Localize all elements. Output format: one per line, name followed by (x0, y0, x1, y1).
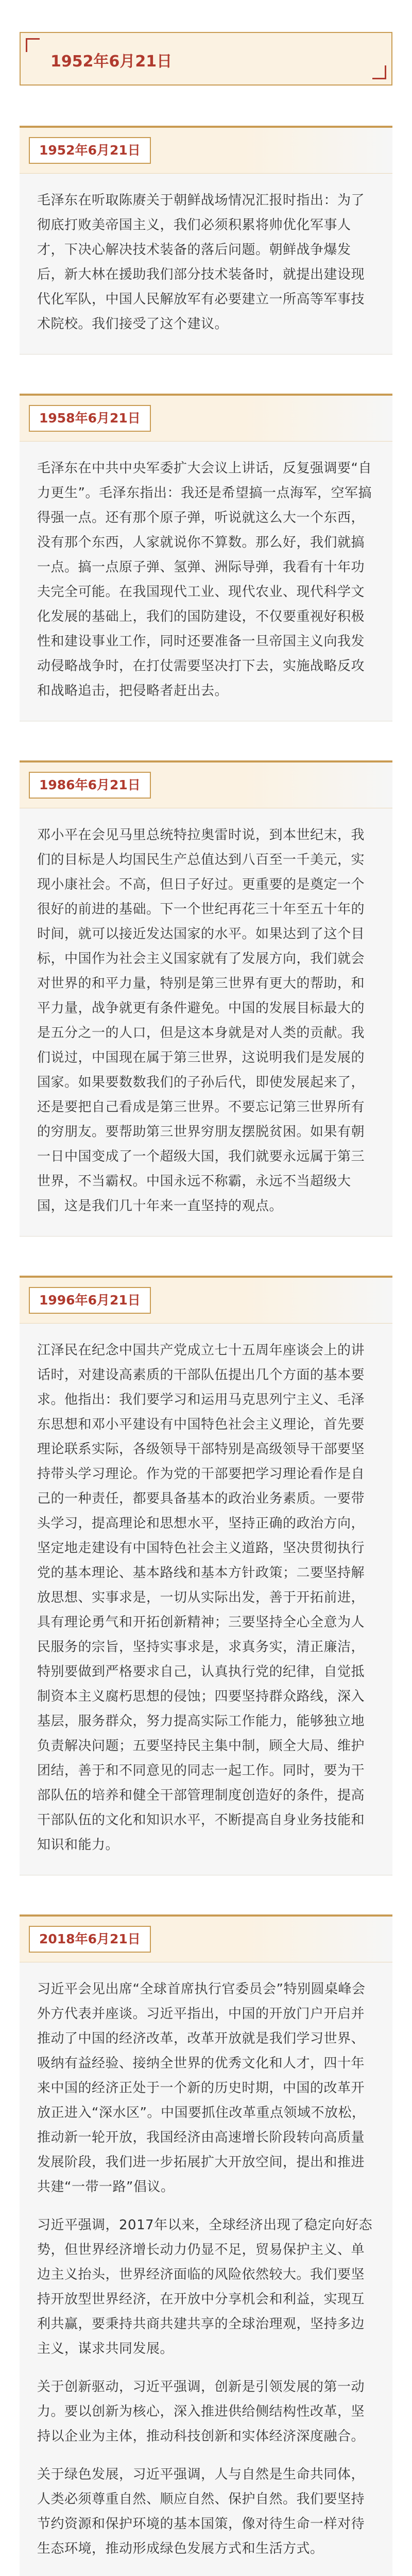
section-header (20, 396, 392, 442)
section-1958 (20, 394, 392, 721)
paragraph: 毛泽东在听取陈赓关于朝鲜战场情况汇报时指出：为了彻底打败美帝国主义，我们必须积累将帅优化军事人才，下决心解决技术装备的落后问题。朝鲜战争爆发后，新大林在援助我们部分技术装备时，就提出建设现代化军队，中国人民解放军有必要建立一所高等军事技术院校。我们接受了这个建议。 (37, 193, 365, 332)
paragraph: 关于创新驱动，习近平强调，创新是引领发展的第一动力。要以创新为核心，深入推进供给侧结构性改革，坚持以企业为主体，推动科技创新和实体经济深度融合。 (37, 2379, 365, 2444)
page-title: 1952年6月21日 (50, 53, 173, 71)
section-1952 (20, 126, 392, 354)
section-body (20, 1324, 392, 1875)
section-body (20, 442, 392, 721)
section-body (20, 1962, 392, 2576)
paragraph: 江泽民在纪念中国共产党成立七十五周年座谈会上的讲话时，对建设高素质的干部队伍提出几个方面的基本要求。他指出：我们要学习和运用马克思列宁主义、毛泽东思想和邓小平建设有中国特色社会主义理论，首先要理论联系实际，各级领导干部特别是高级领导干部要坚持带头学习理论。作为党的干部要把学习理论看作是自己的一种责任，都要具备基本的政治业务素质。一要带头学习，提高理论和思想水平，坚持正确的政治方向，坚定地走建设有中国特色社会主义道路，坚决贯彻执行党的基本理论、基本路线和基本方针政策；二要坚持解放思想、实事求是，一切从实际出发，善于开拓前进，具有理论勇气和开拓创新精神；三要坚持全心全意为人民服务的宗旨，坚持实事求是，求真务实，清正廉洁，特别要做到严格要求自己，认真执行党的纪律，自觉抵制资本主义腐朽思想的侵蚀；四要坚持群众路线，深入基层，服务群众，努力提高实际工作能力，能够独立地负责解决问题；五要坚持民主集中制，顾全大局、维护团结，善于和不同意见的同志一起工作。同时，要为干部队伍的培养和健全干部管理制度创造好的条件，提高干部队伍的文化和知识水平，不断提高自身业务技能和知识和能力。 (37, 1343, 365, 1853)
section-1986 (20, 760, 392, 1236)
date-badge: 1986年6月21日 (29, 772, 151, 799)
section-body (20, 174, 392, 354)
paragraph: 毛泽东在中共中央军委扩大会议上讲话，反复强调要“自力更生”。毛泽东指出：我还是希望搞一点海军，空军搞得强一点。还有那个原子弹，听说就这么大一个东西，没有那个东西，人家就说你不算数。那么好，我们就搞一点。搞一点原子弹、氢弹、洲际导弹，我看有十年功夫完全可能。在我国现代工业、现代农业、现代科学文化发展的基础上，我们的国防建设，不仅要重视好积极性和建设事业工作，同时还要准备一旦帝国主义向我发动侵略战争时，在打仗需要坚决打下去，实施战略反攻和战略追击，把侵略者赶出去。 (37, 461, 372, 699)
section-1996 (20, 1276, 392, 1875)
section-header (20, 128, 392, 174)
section-header (20, 1278, 392, 1324)
date-badge: 2018年6月21日 (29, 1926, 151, 1953)
date-badge: 1996年6月21日 (29, 1287, 151, 1314)
paragraph: 习近平会见出席“全球首席执行官委员会”特别圆桌峰会外方代表并座谈。习近平指出，中国的开放门户开启并推动了中国的经济改革，改革开放就是我们学习世界、吸纳有益经验、接纳全世界的优秀文化和人才，四十年来中国的经济正处于一个新的历史时期，中国的改革开放正进入“深水区”。中国要抓住改革重点领域不放松，推动新一轮开放，我国经济由高速增长阶段转向高质量发展阶段，我们进一步拓展扩大开放空间，提出和推进共建“一带一路”倡议。 (37, 1981, 366, 2195)
date-badge: 1958年6月21日 (29, 405, 151, 432)
date-badge: 1952年6月21日 (29, 137, 151, 164)
section-header (20, 762, 392, 808)
section-2018 (20, 1914, 392, 2576)
header-card (20, 32, 392, 86)
section-header (20, 1917, 392, 1962)
paragraph: 邓小平在会见马里总统特拉奥雷时说，到本世纪末，我们的目标是人均国民生产总值达到八百至一千美元，实现小康社会。不高，但日子好过。更重要的是奠定一个很好的前进的基础。下一个世纪再花三十年至五十年的时间，就可以接近发达国家的水平。如果达到了这个目标，中国作为社会主义国家就有了发展方向，我们就会对世界的和平力量，特别是第三世界有更大的帮助，和平力量，战争就更有条件避免。中国的发展目标最大的是五分之一的人口，但是这本身就是对人类的贡献。我们说过，中国现在属于第三世界，这说明我们是发展的国家。如果要数数我们的子孙后代，即使发展起来了，还是要把自己看成是第三世界。不要忘记第三世界所有的穷朋友。要帮助第三世界穷朋友摆脱贫困。如果有朝一日中国变成了一个超级大国，我们就要永远属于第三世界，不当霸权。中国永远不称霸，永远不当超级大国，这是我们几十年来一直坚持的观点。 (37, 827, 365, 1214)
paragraph: 关于绿色发展，习近平强调，人与自然是生命共同体，人类必须尊重自然、顺应自然、保护自然。我们要坚持节约资源和保护环境的基本国策，像对待生命一样对待生态环境，推动形成绿色发展方式和生活方式。 (37, 2467, 365, 2556)
section-body (20, 808, 392, 1236)
paragraph: 习近平强调，2017年以来，全球经济出现了稳定向好态势，但世界经济增长动力仍显不足，贸易保护主义、单边主义抬头，世界经济面临的风险依然较大。我们要坚持开放型世界经济，在开放中分享机会和利益，实现互利共赢，要秉持共商共建共享的全球治理观，坚持多边主义，谋求共同发展。 (37, 2217, 373, 2357)
